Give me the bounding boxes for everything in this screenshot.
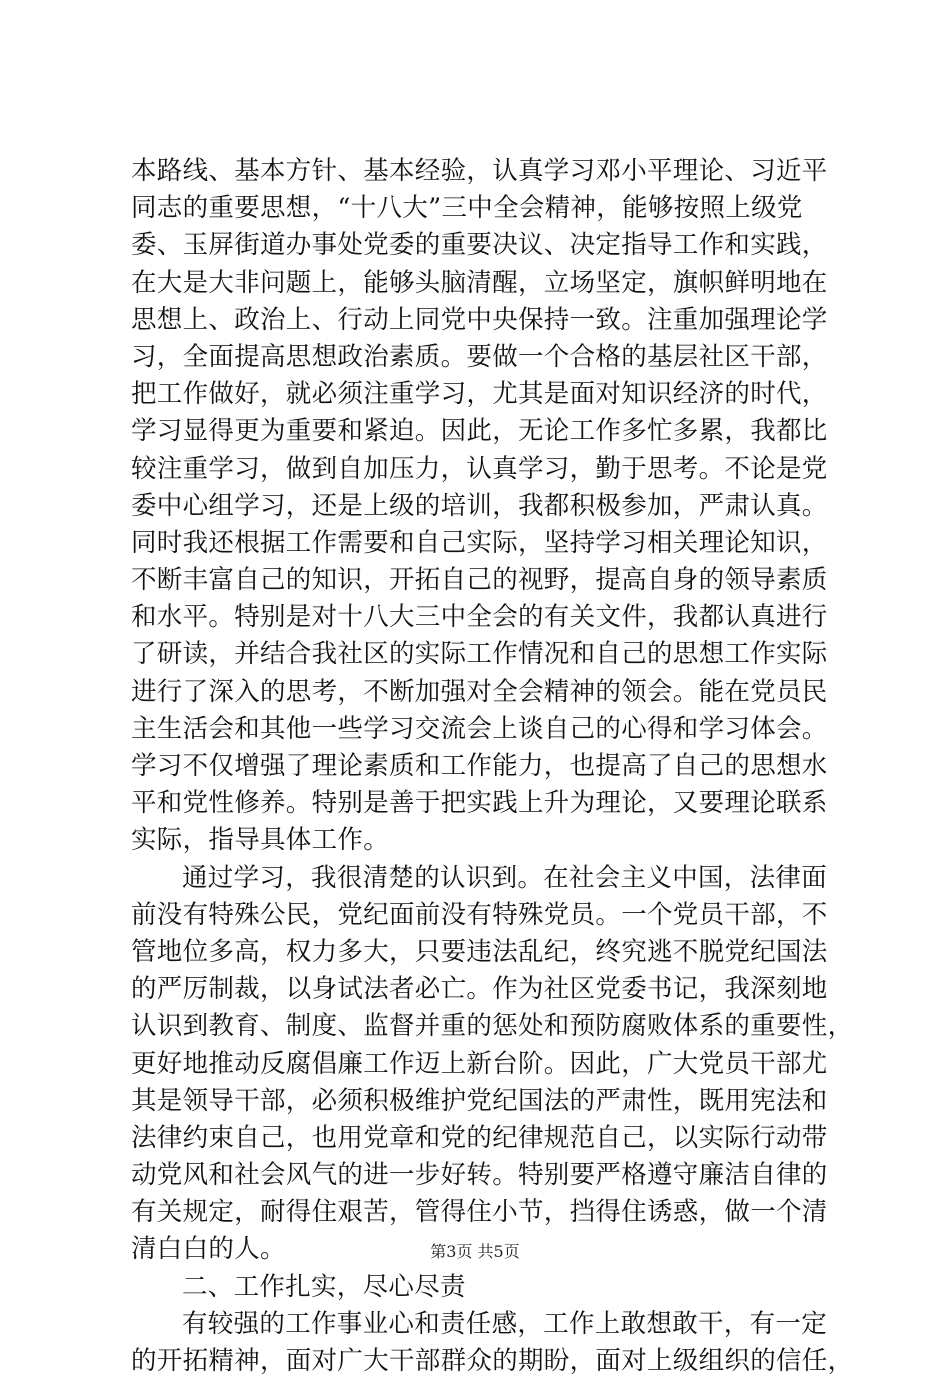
text-line: 有较强的工作事业心和责任感，工作上敢想敢干，有一定 (182, 1308, 828, 1339)
text-line: 同志的重要思想，“十八大”三中全会精神，能够按照上级党 (131, 193, 803, 224)
text-line: 把工作做好，就必须注重学习，尤其是面对知识经济的时代， (131, 379, 828, 410)
text-line: 进行了深入的思考，不断加强对全会精神的领会。能在党员民 (131, 676, 828, 707)
text-line: 的严厉制裁，以身试法者必亡。作为社区党委书记，我深刻地 (131, 974, 828, 1005)
text-line: 学习显得更为重要和紧迫。因此，无论工作多忙多累，我都比 (131, 416, 828, 447)
text-line: 二、工作扎实，尽心尽责 (182, 1271, 466, 1302)
text-line: 其是领导干部，必须积极维护党纪国法的严肃性，既用宪法和 (131, 1085, 828, 1116)
text-line: 清白白的人。 (131, 1234, 286, 1265)
text-line: 实际，指导具体工作。 (131, 825, 390, 856)
text-line: 更好地推动反腐倡廉工作迈上新台阶。因此，广大党员干部尤 (131, 1048, 828, 1079)
text-line: 前没有特殊公民，党纪面前没有特殊党员。一个党员干部，不 (131, 899, 828, 930)
text-line: 动党风和社会风气的进一步好转。特别要严格遵守廉洁自律的 (131, 1160, 828, 1191)
text-line: 习，全面提高思想政治素质。要做一个合格的基层社区干部， (131, 341, 828, 372)
text-line: 通过学习，我很清楚的认识到。在社会主义中国，法律面 (182, 862, 828, 893)
text-line: 和水平。特别是对十八大三中全会的有关文件，我都认真进行 (131, 602, 828, 633)
page-footer: 第3页 共5页 (430, 1242, 520, 1261)
text-line: 同时我还根据工作需要和自己实际，坚持学习相关理论知识， (131, 527, 828, 558)
text-line: 有关规定，耐得住艰苦，管得住小节，挡得住诱惑，做一个清 (131, 1197, 828, 1228)
text-line: 法律约束自己，也用党章和党的纪律规范自己，以实际行动带 (131, 1122, 828, 1153)
text-line: 较注重学习，做到自加压力，认真学习，勤于思考。不论是党 (131, 453, 828, 484)
text-line: 认识到教育、制度、监督并重的惩处和预防腐败体系的重要性， (131, 1011, 854, 1042)
text-line: 的开拓精神，面对广大干部群众的期盼，面对上级组织的信任， (131, 1346, 854, 1376)
text-line: 主生活会和其他一些学习交流会上谈自己的心得和学习体会。 (131, 713, 828, 744)
text-line: 委中心组学习，还是上级的培训，我都积极参加，严肃认真。 (131, 490, 828, 521)
text-line: 学习不仅增强了理论素质和工作能力，也提高了自己的思想水 (131, 751, 828, 781)
text-line: 了研读，并结合我社区的实际工作情况和自己的思想工作实际 (131, 639, 828, 670)
text-line: 委、玉屏街道办事处党委的重要决议、决定指导工作和实践， (131, 230, 828, 261)
text-line: 平和党性修养。特别是善于把实践上升为理论，又要理论联系 (131, 788, 828, 819)
text-line: 本路线、基本方针、基本经验，认真学习邓小平理论、习近平 (131, 156, 828, 186)
text-line: 思想上、政治上、行动上同党中央保持一致。注重加强理论学 (131, 304, 828, 335)
text-line: 不断丰富自己的知识，开拓自己的视野，提高自身的领导素质 (131, 565, 828, 596)
text-line: 管地位多高，权力多大，只要违法乱纪，终究逃不脱党纪国法 (131, 936, 828, 967)
text-line: 在大是大非问题上，能够头脑清醒，立场坚定，旗帜鲜明地在 (131, 267, 828, 298)
body-text (131, 153, 854, 1380)
